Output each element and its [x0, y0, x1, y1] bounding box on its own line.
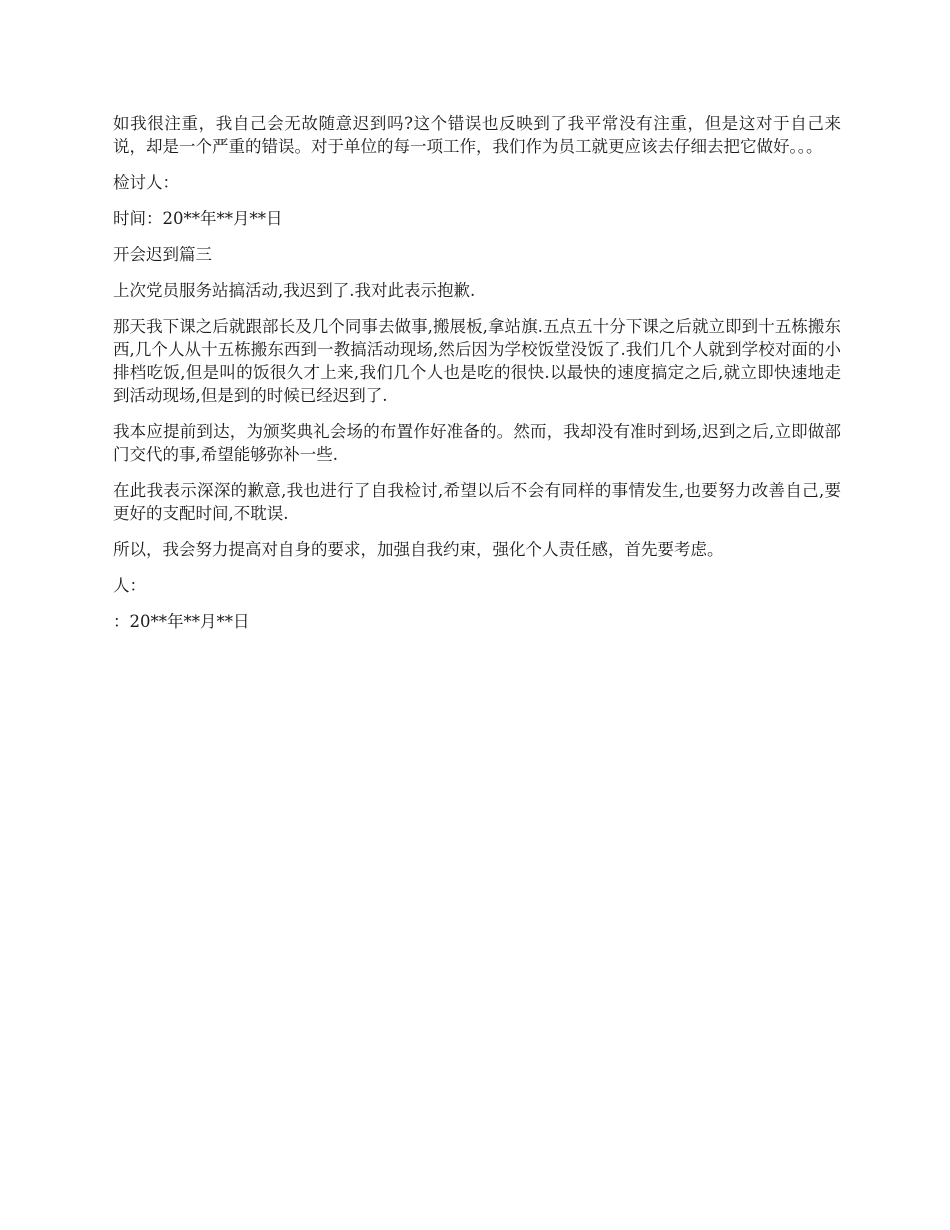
document-page [113, 112, 841, 646]
signature-label: 检讨人： [113, 173, 179, 192]
date-line: 时间：20**年**月**日 [113, 209, 283, 228]
paragraph-apology: 在此我表示深深的歉意,我也进行了自我检讨,希望以后不会有同样的事情发生,也要努力改善自己,要更好的支配时间,不耽误. [113, 481, 841, 523]
paragraph-narrative: 那天我下课之后就跟部长及几个同事去做事,搬展板,拿站旗.五点五十分下课之后就立即到十五栋搬东西,几个人从十五栋搬东西到一教搞活动现场,然后因为学校饭堂没饭了.我们几个人就到学校对面的小排档吃饭,但是叫的饭很久才上来,我们几个人也是吃的很快.以最快的速度搞定之后,就立即快速地走到活动现场,但是到的时候已经迟到了. [113, 317, 841, 405]
section-heading: 开会迟到篇三 [113, 245, 212, 264]
paragraph-reflection: 我本应提前到达，为颁奖典礼会场的布置作好准备的。然而，我却没有准时到场,迟到之后,立即做部门交代的事,希望能够弥补一些. [113, 422, 841, 464]
signature-label-2: 人： [113, 576, 146, 595]
paragraph-intro: 上次党员服务站搞活动,我迟到了.我对此表示抱歉. [113, 281, 476, 300]
date-line-2: ：20**年**月**日 [113, 612, 250, 631]
paragraph-apology-continuation: 如我很注重，我自己会无故随意迟到吗?这个错误也反映到了我平常没有注重，但是这对于自己来说，却是一个严重的错误。对于单位的每一项工作，我们作为员工就更应该去仔细去把它做好。。。 [113, 114, 841, 156]
paragraph-conclusion: 所以，我会努力提高对自身的要求，加强自我约束，强化个人责任感，首先要考虑。 [113, 540, 724, 559]
